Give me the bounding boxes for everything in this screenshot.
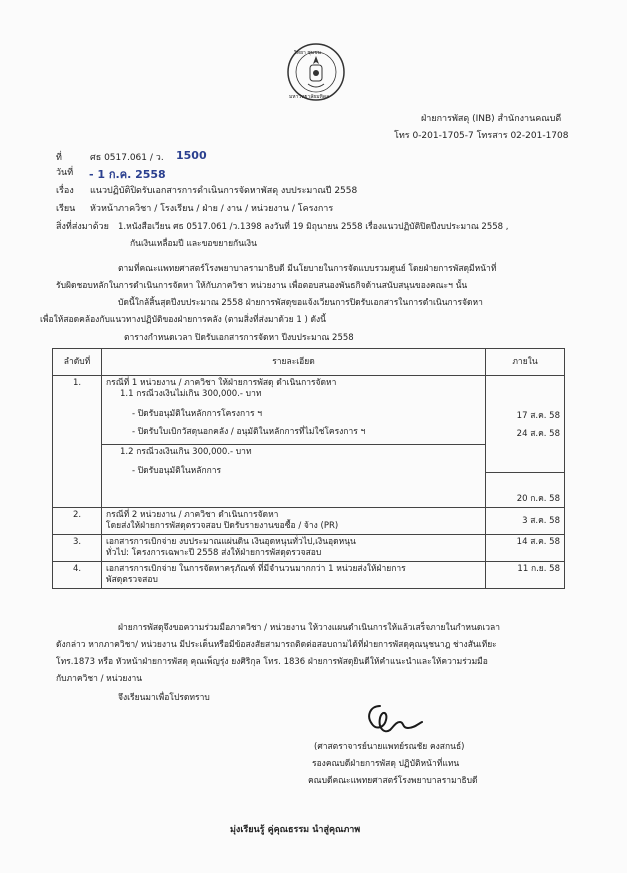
row4-line: เอกสารการเบิกจ่าย ในการจัดหาครุภัณฑ์ ที่มีจำนวนมากกว่า 1 หน่วยส่งให้ฝ่ายการ xyxy=(106,564,406,574)
table-row xyxy=(53,562,565,589)
paragraph2-line2: เพื่อให้สอดคล้องกับแนวทางปฏิบัติของฝ่ายการคลัง (ตามสิ่งที่ส่งมาด้วย 1 ) ดังนี้ xyxy=(40,315,326,325)
enclosure-label: สิ่งที่ส่งมาด้วย xyxy=(56,222,109,232)
row4-line: พัสดุตรวจสอบ xyxy=(106,575,158,585)
row2-line: กรณีที่ 2 หน่วยงาน / ภาควิชา ดำเนินการจัดหา xyxy=(106,510,279,520)
subject-label: เรื่อง xyxy=(56,186,74,196)
row2-line: โดยส่งให้ฝ่ายการพัสดุตรวจสอบ ปิดรับรายงานขอซื้อ / จ้าง (PR) xyxy=(106,521,339,531)
paragraph2-line1: บัดนี้ใกล้สิ้นสุดปีงบประมาณ 2558 ฝ่ายการพัสดุขอแจ้งเวียนการปิดรับเอกสารในการดำเนินการจัดหา xyxy=(118,298,483,308)
to-label: เรียน xyxy=(56,204,76,214)
header-deadline: ภายใน xyxy=(486,349,565,376)
row2-no: 2. xyxy=(53,508,102,535)
to-text: หัวหน้าภาควิชา / โรงเรียน / ฝ่าย / งาน / หน่วยงาน / โครงการ xyxy=(90,204,334,214)
row4-date: 11 ก.ย. 58 xyxy=(486,562,565,589)
row3-line: ทั่วไป: โครงการเฉพาะปี 2558 ส่งให้ฝ่ายการพัสดุตรวจสอบ xyxy=(106,548,322,558)
sender-phone: โทร 0-201-1705-7 โทรสาร 02-201-1708 xyxy=(394,131,569,141)
row1-line: - ปิดรับใบเบิกวัสดุนอกคลัง / อนุมัติในหลักการที่ไม่ใช่โครงการ ฯ xyxy=(132,427,366,437)
footer-motto: มุ่งเรียนรู้ คู่คุณธรรม นำสู่คุณภาพ xyxy=(230,825,361,835)
enclosure-line2: กันเงินเหลื่อมปี และขอขยายกันเงิน xyxy=(130,239,257,249)
table-header-row xyxy=(53,349,565,376)
paragraph3-line1: ฝ่ายการพัสดุจึงขอความร่วมมือภาควิชา / หน่วยงาน ให้วางแผนดำเนินการให้แล้วเสร็จภายในกำหนดเวลา xyxy=(118,623,501,633)
schedule-table xyxy=(52,348,565,589)
row2-date: 3 ส.ค. 58 xyxy=(486,508,565,535)
enclosure-line1: 1.หนังสือเวียน ศธ 0517.061 /ว.1398 ลงวันที่ 19 มิถุนายน 2558 เรื่องแนวปฏิบัติปิดปีงบประมาณ 2558 , xyxy=(118,222,509,232)
table-row xyxy=(53,508,565,535)
row1-date: 17 ส.ค. 58 xyxy=(516,411,560,421)
row4-detail xyxy=(102,562,486,589)
row1-line: - ปิดรับอนุมัติในหลักการ xyxy=(132,466,222,476)
date-stamp: - 1 ก.ค. 2558 xyxy=(89,168,166,181)
paragraph3-line3: โทร.1873 หรือ หัวหน้าฝ่ายการพัสดุ คุณเพ็ญรุ่ง ยงศิริกุล โทร. 1836 ฝ่ายการพัสดุยินดีให้คำแนะนำและให้ความร่วมมือ xyxy=(56,657,488,667)
row3-date: 14 ส.ค. 58 xyxy=(486,535,565,562)
signer-name: (ศาสตราจารย์นายแพทย์รณชัย คงสกนธ์) xyxy=(314,742,465,752)
subject-text: แนวปฏิบัติปิดรับเอกสารการดำเนินการจัดหาพัสดุ งบประมาณปี 2558 xyxy=(90,186,358,196)
paragraph1-line2: รับผิดชอบหลักในการดำเนินการจัดหา ให้กับภาควิชา หน่วยงาน เพื่อตอบสนองพันธกิจด้านสนับสนุนของคณะฯ นั้น xyxy=(56,281,468,291)
row1-no: 1. xyxy=(53,376,102,508)
row1-line: - ปิดรับอนุมัติในหลักการโครงการ ฯ xyxy=(132,409,263,419)
row1-line: 1.2 กรณีวงเงินเกิน 300,000.- บาท xyxy=(102,444,485,458)
table-title: ตารางกำหนดเวลา ปิดรับเอกสารการจัดหา ปีงบประมาณ 2558 xyxy=(124,333,354,343)
row2-detail xyxy=(102,508,486,535)
table-row xyxy=(53,376,565,508)
row3-line: เอกสารการเบิกจ่าย งบประมาณแผ่นดิน เงินอุดหนุนทั่วไป,เงินอุดหนุน xyxy=(106,537,356,547)
signer-title2: คณบดีคณะแพทยศาสตร์โรงพยาบาลรามาธิบดี xyxy=(308,776,478,786)
seal-top-text: วิทยา ชุมชน xyxy=(294,50,321,56)
paragraph1-line1: ตามที่คณะแพทยศาสตร์โรงพยาบาลรามาธิบดี มีนโยบายในการจัดแบบรวมศูนย์ โดยฝ่ายการพัสดุมีหน้าที่ xyxy=(118,264,497,274)
doc-number: ศธ 0517.061 / ว. xyxy=(90,153,164,163)
date-label: วันที่ xyxy=(56,168,74,178)
row3-detail xyxy=(102,535,486,562)
row1-dates xyxy=(486,376,565,508)
row1-date: 20 ก.ค. 58 xyxy=(486,472,564,505)
paragraph4: จึงเรียนมาเพื่อโปรดทราบ xyxy=(118,693,210,703)
row1-line: 1.1 กรณีวงเงินไม่เกิน 300,000.- บาท xyxy=(120,389,262,399)
seal-bottom-text: มหาวิทยาลัยมหิดล xyxy=(289,94,330,100)
signature-icon xyxy=(362,700,426,736)
sender-office: ฝ่ายการพัสดุ (INB) สำนักงานคณบดี xyxy=(421,114,562,124)
table-row xyxy=(53,535,565,562)
row3-no: 3. xyxy=(53,535,102,562)
row4-no: 4. xyxy=(53,562,102,589)
row1-date: 24 ส.ค. 58 xyxy=(516,429,560,439)
signer-title1: รองคณบดีฝ่ายการพัสดุ ปฏิบัติหน้าที่แทน xyxy=(312,759,460,769)
no-label: ที่ xyxy=(56,153,62,163)
row1-detail xyxy=(102,376,486,508)
paragraph3-line4: กับภาควิชา / หน่วยงาน xyxy=(56,674,143,684)
doc-number-handwritten: 1500 xyxy=(176,149,207,162)
paragraph3-line2: ดังกล่าว หากภาควิชา/ หน่วยงาน มีประเด็นหรือมีข้อสงสัยสามารถติดต่อสอบถามได้ที่ฝ่ายการพัสดุคุณนุชนาฎ ช่างสันเทียะ xyxy=(56,640,497,650)
header-no: ลำดับที่ xyxy=(53,349,102,376)
header-detail: รายละเอียด xyxy=(102,349,486,376)
row1-line: กรณีที่ 1 หน่วยงาน / ภาควิชา ให้ฝ่ายการพัสดุ ดำเนินการจัดหา xyxy=(106,378,337,388)
